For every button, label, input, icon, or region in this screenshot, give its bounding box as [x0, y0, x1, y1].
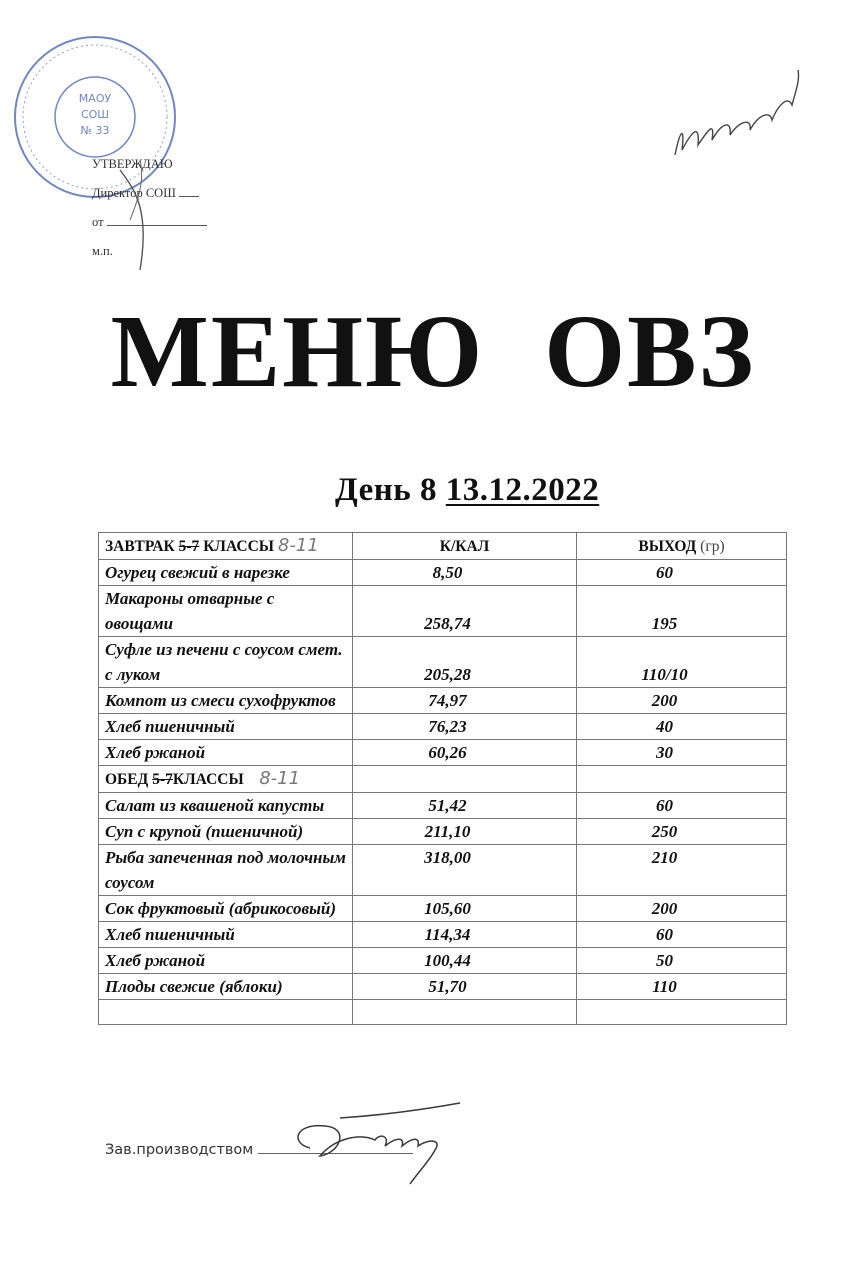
- table-row: [99, 560, 787, 586]
- table-row: [99, 922, 787, 948]
- dish-kcal: 100,44: [353, 948, 577, 974]
- dish-yield: 60: [577, 560, 787, 586]
- approval-mp: м.п.: [92, 244, 113, 258]
- dish-yield: 110: [577, 974, 787, 1000]
- dish-yield: 110/10: [577, 637, 787, 688]
- table-row: [99, 714, 787, 740]
- table-row: [99, 637, 787, 688]
- empty-row: [99, 1000, 787, 1025]
- page-title: [0, 294, 866, 409]
- day-line: [335, 472, 599, 509]
- table-row: [99, 740, 787, 766]
- dish-yield: 200: [577, 688, 787, 714]
- dish-kcal: 105,60: [353, 896, 577, 922]
- approval-director: Директор СОШ: [92, 186, 176, 200]
- dish-name: Хлеб пшеничный: [99, 922, 353, 948]
- dish-kcal: 114,34: [353, 922, 577, 948]
- stamp-line-3: № 33: [80, 124, 110, 137]
- table-row: [99, 974, 787, 1000]
- approval-from: от: [92, 215, 104, 229]
- dish-yield: 250: [577, 819, 787, 845]
- dish-kcal: 76,23: [353, 714, 577, 740]
- menu-table: [98, 532, 787, 1025]
- lunch-section-row: [99, 766, 787, 793]
- dish-yield: 200: [577, 896, 787, 922]
- dish-kcal: 74,97: [353, 688, 577, 714]
- day-date: 13.12.2022: [445, 472, 600, 508]
- dish-kcal: 205,28: [353, 637, 577, 688]
- breakfast-section-header: ЗАВТРАК 5-7 КЛАССЫ 8-11: [99, 533, 353, 560]
- stamp-line-2: СОШ: [80, 108, 110, 121]
- table-row: [99, 896, 787, 922]
- dish-yield: 60: [577, 793, 787, 819]
- handwritten-signature-bottom: [280, 1098, 470, 1188]
- dish-name: Макароны отварные с овощами: [99, 586, 353, 637]
- dish-name: Хлеб ржаной: [99, 740, 353, 766]
- dish-name: Плоды свежие (яблоки): [99, 974, 353, 1000]
- kcal-header: К/КАЛ: [353, 533, 577, 560]
- dish-kcal: 318,00: [353, 845, 577, 896]
- yield-header: ВЫХОД (гр): [577, 533, 787, 560]
- director-signature-stroke: [80, 150, 210, 280]
- dish-name: Хлеб ржаной: [99, 948, 353, 974]
- table-row: [99, 948, 787, 974]
- dish-kcal: 8,50: [353, 560, 577, 586]
- dish-kcal: 258,74: [353, 586, 577, 637]
- dish-yield: 60: [577, 922, 787, 948]
- dish-name: Суп с крупой (пшеничной): [99, 819, 353, 845]
- dish-yield: 40: [577, 714, 787, 740]
- lunch-section-header: ОБЕД 5-7КЛАССЫ 8-11: [99, 766, 353, 793]
- dish-yield: 50: [577, 948, 787, 974]
- dish-yield: 210: [577, 845, 787, 896]
- day-label: День 8: [335, 472, 437, 508]
- dish-name: Сок фруктовый (абрикосовый): [99, 896, 353, 922]
- title-word-ovz: ОВЗ: [544, 294, 756, 409]
- dish-name: Хлеб пшеничный: [99, 714, 353, 740]
- table-row: [99, 845, 787, 896]
- table-row: [99, 819, 787, 845]
- table-row: [99, 688, 787, 714]
- footer-label: Зав.производством: [105, 1142, 254, 1158]
- table-row: [99, 586, 787, 637]
- dish-name: Компот из смеси сухофруктов: [99, 688, 353, 714]
- stamp-line-1: МАОУ: [78, 92, 112, 105]
- dish-name: Рыба запеченная под молочным соусом: [99, 845, 353, 896]
- dish-name: Огурец свежий в нарезке: [99, 560, 353, 586]
- dish-kcal: 51,42: [353, 793, 577, 819]
- title-word-menu: МЕНЮ: [110, 294, 485, 409]
- approval-title: УТВЕРЖДАЮ: [92, 157, 173, 171]
- dish-yield: 195: [577, 586, 787, 637]
- dish-yield: 30: [577, 740, 787, 766]
- dish-name: Салат из квашеной капусты: [99, 793, 353, 819]
- handwritten-signature-top: [660, 50, 810, 170]
- dish-kcal: 211,10: [353, 819, 577, 845]
- table-header-row: [99, 533, 787, 560]
- table-row: [99, 793, 787, 819]
- dish-kcal: 51,70: [353, 974, 577, 1000]
- dish-kcal: 60,26: [353, 740, 577, 766]
- dish-name: Суфле из печени с соусом смет. с луком: [99, 637, 353, 688]
